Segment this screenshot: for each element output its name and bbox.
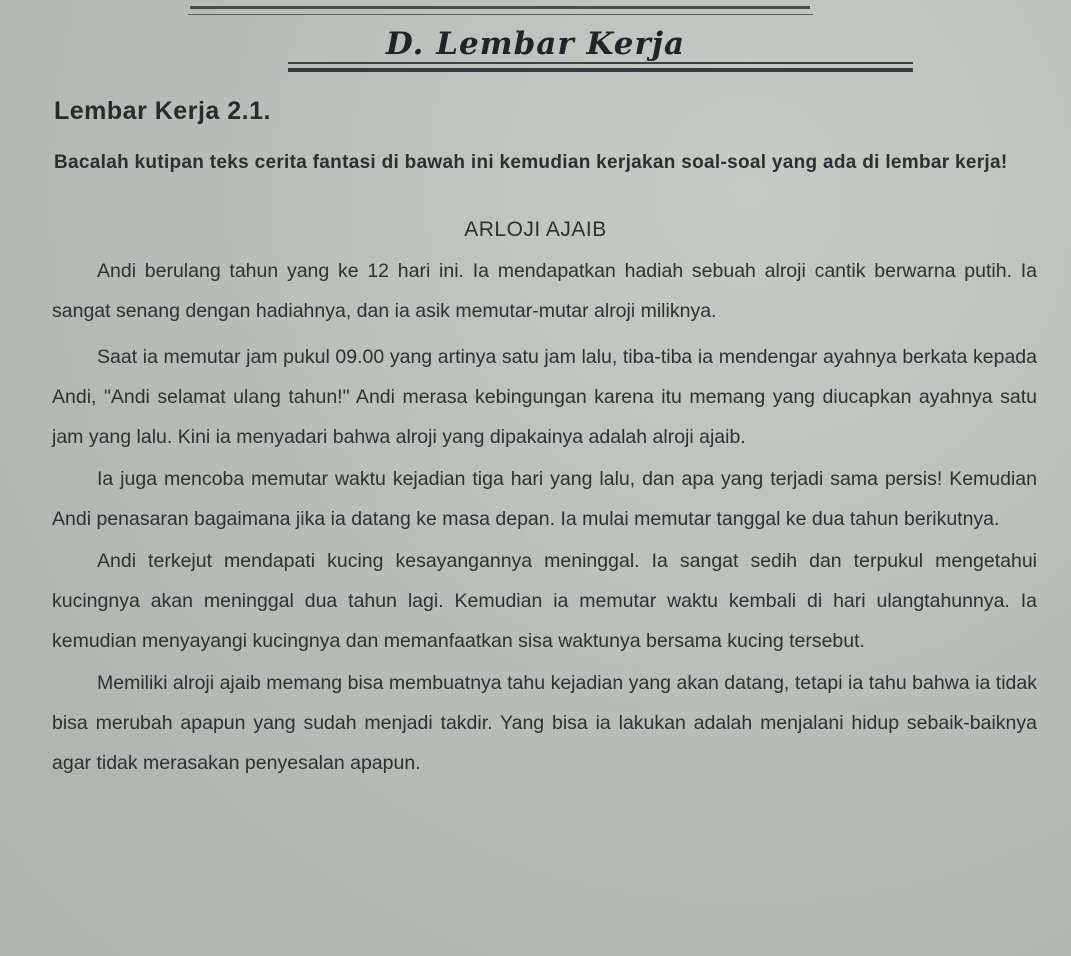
story-paragraph: Memiliki alroji ajaib memang bisa membuatnya tahu kejadian yang akan datang, tetapi ia tahu bahwa ia tidak bisa merubah apapun yang sudah menjadi takdir. Yang bisa ia lakukan adalah menjalani hidup sebaik-baiknya agar tidak merasakan penyesalan apapun.: [52, 672, 1037, 774]
story-paragraph: Andi terkejut mendapati kucing kesayangannya meninggal. Ia sangat sedih dan terpukul mengetahui kucingnya akan meninggal dua tahun lagi. Kemudian ia memutar waktu kembali di hari ulangtahunnya. Ia kemudian menyayangi kucingnya dan memanfaatkan sisa waktunya bersama kucing tersebut.: [52, 550, 1037, 652]
worksheet-title: Lembar Kerja 2.1.: [54, 97, 271, 125]
story-paragraph: Saat ia memutar jam pukul 09.00 yang artinya satu jam lalu, tiba-tiba ia mendengar ayahnya berkata kepada Andi, "Andi selamat ulang tahun!" Andi merasa kebingungan karena itu memang yang diucapkan ayahnya satu jam yang lalu. Kini ia menyadari bahwa alroji yang dipakainya adalah alroji ajaib.: [52, 346, 1037, 448]
story-text: [52, 251, 1037, 789]
top-rule: [190, 6, 810, 9]
title-underline: [288, 62, 913, 64]
story-paragraph: Ia juga mencoba memutar waktu kejadian tiga hari yang lalu, dan apa yang terjadi sama persis! Kemudian Andi penasaran bagaimana jika ia datang ke masa depan. Ia mulai memutar tanggal ke dua tahun berikutnya.: [52, 468, 1037, 530]
story-title: ARLOJI AJAIB: [464, 218, 607, 241]
top-rule-thin: [188, 14, 813, 15]
section-title: D. Lembar Kerja: [385, 26, 686, 62]
title-underline-thick: [288, 68, 913, 72]
story-paragraph: Andi berulang tahun yang ke 12 hari ini. Ia mendapatkan hadiah sebuah alroji cantik berwarna putih. Ia sangat senang dengan hadiahnya, dan ia asik memutar-mutar alroji miliknya.: [52, 260, 1037, 322]
worksheet-instructions: Bacalah kutipan teks cerita fantasi di bawah ini kemudian kerjakan soal-soal yang ada di lembar kerja!: [54, 152, 1008, 173]
